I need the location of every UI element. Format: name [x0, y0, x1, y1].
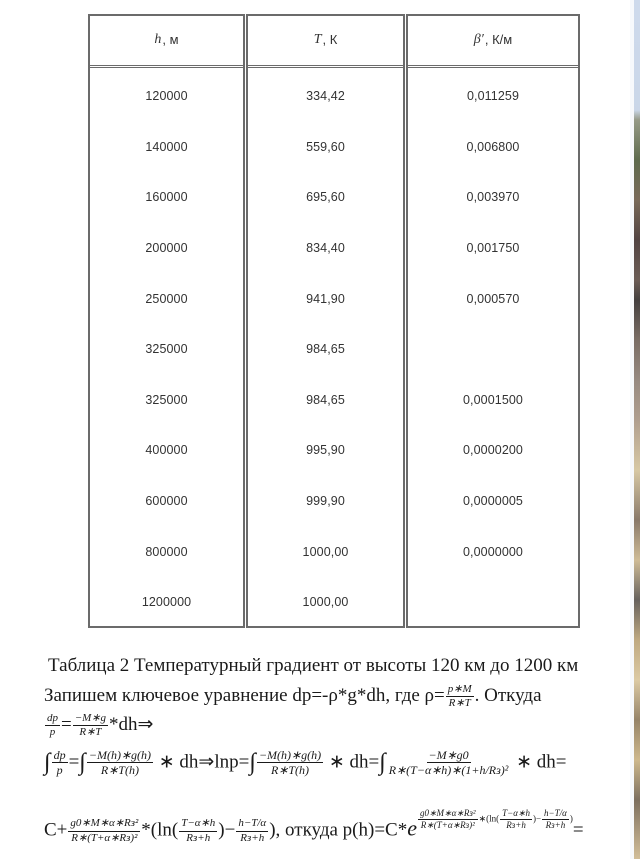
cell-gradient: 0,000570	[466, 291, 520, 306]
exponent: $\frac{\text{g0∗M∗α∗Rз²}}{\text{R∗(T+α∗Rз)²}}$ ∗(ln( $\frac{T-\alpha∗h}{Rз+h}$ )− $\frac{h-T/\alpha}{Rз+h}$ )	[420, 808, 573, 830]
cell-gradient: 0,0000005	[463, 494, 523, 509]
cell-height: 325000	[145, 392, 188, 407]
cell-height: 250000	[145, 291, 188, 306]
cell-gradient: 0,001750	[466, 241, 520, 256]
key-equation-line: Запишем ключевое уравнение dp=-ρ*g*dh, где ρ= $\frac{p∗M}{R∗T}$ . Откуда	[44, 683, 542, 710]
cell-height: 325000	[145, 342, 188, 357]
cell-height: 140000	[145, 139, 188, 154]
cell-gradient	[406, 324, 580, 375]
cell-temperature: 999,90	[306, 494, 345, 509]
cell-temperature: 1000,00	[302, 544, 349, 559]
column-height	[88, 14, 245, 628]
cell-height: 400000	[145, 443, 188, 458]
cell-gradient: 0,0000000	[463, 544, 523, 559]
cell-gradient: 0,0001500	[463, 392, 523, 407]
cell-height: 600000	[145, 494, 188, 509]
cell-height: 120000	[145, 89, 188, 104]
cell-temperature: 834,40	[306, 241, 345, 256]
cell-temperature: 695,60	[306, 190, 345, 205]
cell-temperature: 995,90	[306, 443, 345, 458]
cell-height: 200000	[145, 241, 188, 256]
cell-temperature: 334,42	[306, 89, 345, 104]
cell-temperature: 941,90	[306, 291, 345, 306]
cell-height: 1200000	[141, 595, 192, 610]
cell-height: 160000	[145, 190, 188, 205]
temperature-gradient-table	[88, 14, 580, 628]
cell-gradient: 0,006800	[466, 139, 520, 154]
header-temperature: T , К	[246, 14, 405, 68]
density-fraction: $\frac{p∗M}{R∗T}$	[447, 683, 472, 710]
cell-gradient: 0,003970	[466, 190, 520, 205]
cell-gradient	[406, 577, 580, 628]
cell-temperature: 559,60	[306, 139, 345, 154]
integral-equation: ∫ $\frac{dp}{p}$ =∫ $\frac{-M(h)∗g(h)}{R∗T(h)}$ ∗ dh⇒lnp=∫ $\frac{-M(h)∗g(h)}{R∗T(h)}$ ∗ dh=∫ $\frac{-M∗g0}{\text{R∗(T−α∗h)∗(1+h/Rз)²}}$ ∗ dh=	[44, 748, 567, 778]
differential-equation: $\frac{dp}{p}$ = $\frac{-M∗g}{R∗T}$ *dh⇒	[47, 712, 154, 739]
cell-temperature: 984,65	[306, 392, 345, 407]
cell-gradient: 0,011259	[466, 89, 519, 104]
cell-height: 800000	[145, 544, 188, 559]
column-gradient	[406, 14, 580, 628]
table-caption: Таблица 2 Температурный градиент от высоты 120 км до 1200 км	[48, 655, 579, 676]
cell-temperature: 984,65	[306, 342, 345, 357]
cell-temperature: 1000,00	[302, 595, 349, 610]
solution-equation: C+ $\frac{\text{g0∗M∗α∗Rз²}}{\text{R∗(T+α∗Rз)²}}$ *(ln( $\frac{T-\alpha∗h}{Rз+h}$ )− $\frac{h-T/\alpha}{Rз+h}$ ), откуда p(h)=C*e $\frac{\text{g0∗M∗α∗Rз²}}{\text{R∗(T+α∗Rз)²}}$ ∗(ln( $\frac{T-\alpha∗h}{Rз+h}$ )− $\frac{h-T/\alpha}{Rз+h}$ )=	[44, 808, 584, 844]
header-height: h , м	[88, 14, 245, 68]
column-temperature	[246, 14, 405, 628]
edge-image-strip	[634, 0, 640, 859]
cell-gradient: 0,0000200	[463, 443, 523, 458]
header-gradient: β′ , К/м	[406, 14, 580, 68]
